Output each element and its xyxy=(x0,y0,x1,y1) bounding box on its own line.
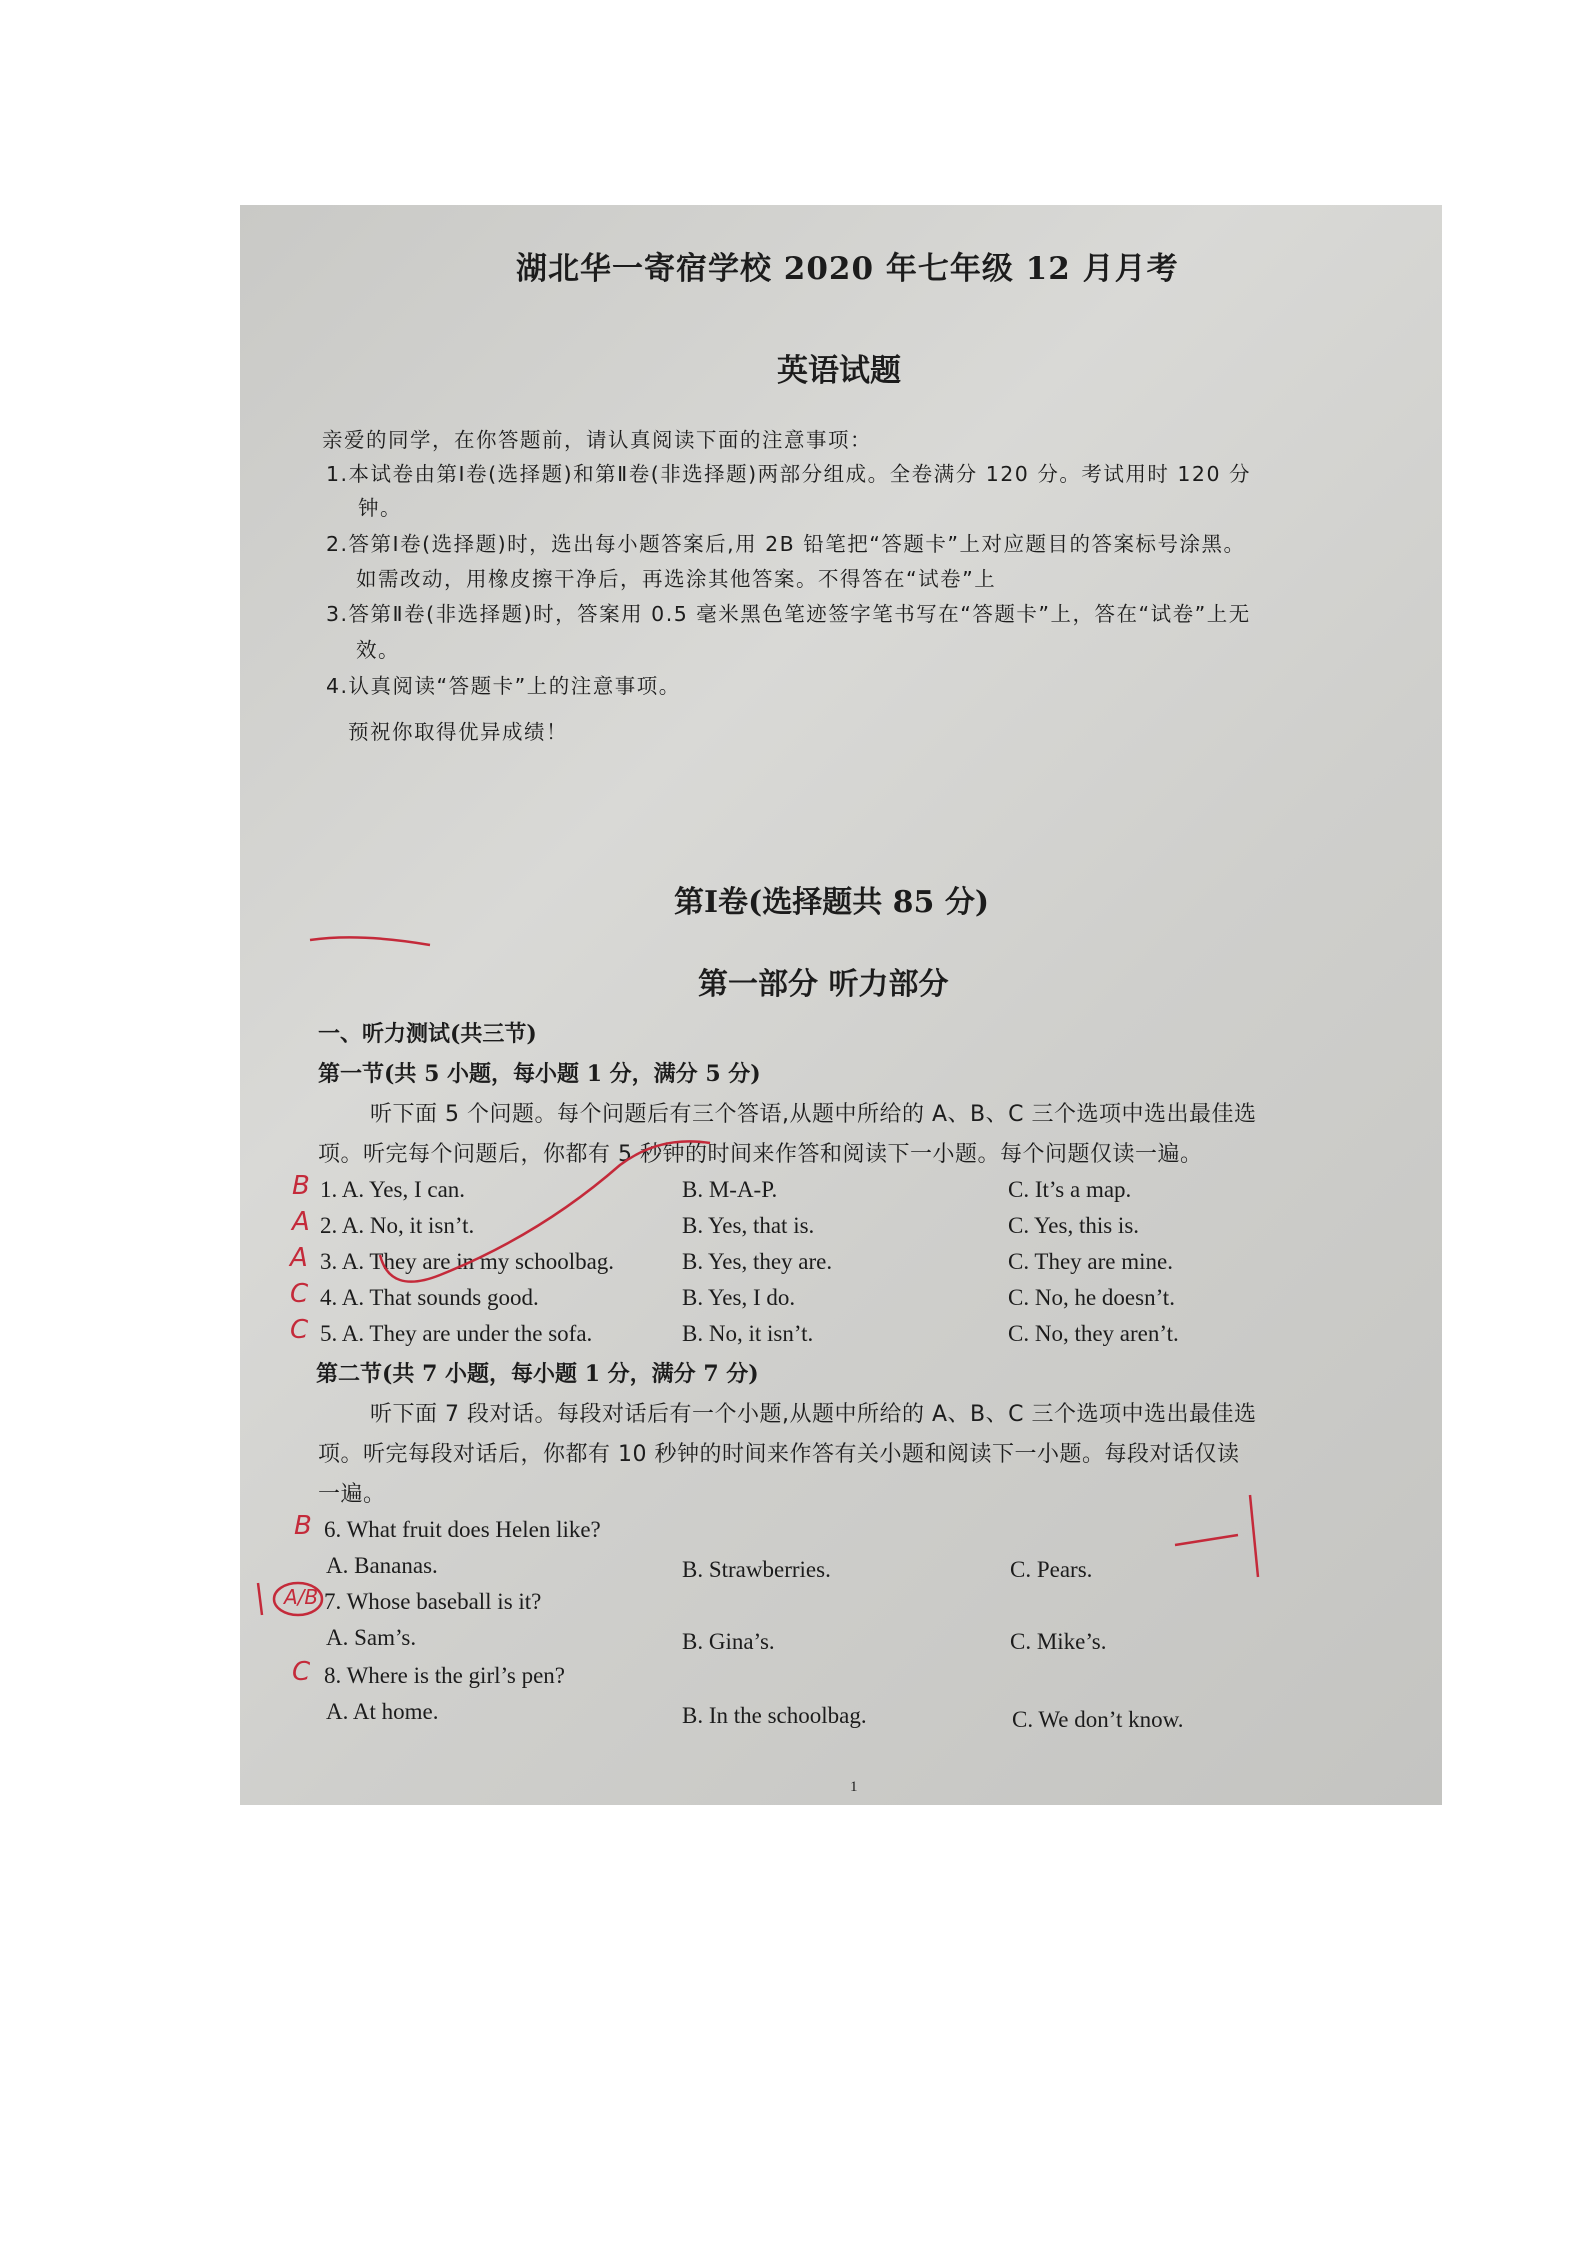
question-1-option-c: C. It’s a map. xyxy=(1008,1177,1132,1202)
ink-stroke-vertical xyxy=(1250,1495,1258,1577)
question-3-option-a: 3. A. They are in my schoolbag. xyxy=(320,1249,615,1274)
section2-instruction: 听下面 7 段对话。每段对话后有一个小题,从题中所给的 A、B、C 三个选项中选出最佳选 xyxy=(370,1402,1257,1427)
handwritten-answer-3: A xyxy=(290,1243,308,1273)
question-4-option-c: C. No, he doesn’t. xyxy=(1008,1285,1175,1310)
notice-intro: 亲爱的同学，在你答题前，请认真阅读下面的注意事项： xyxy=(322,428,872,452)
section2-instruction: 项。听完每段对话后，你都有 10 秒钟的时间来作答有关小题和阅读下一小题。每段对话仅读 xyxy=(318,1442,1240,1467)
question-8-stem: 8. Where is the girl’s pen? xyxy=(324,1663,566,1688)
notice-line: 4.认真阅读“答题卡”上的注意事项。 xyxy=(326,674,681,698)
ink-stroke-dash xyxy=(1175,1535,1238,1545)
volume-title: 第Ⅰ卷(选择题共 85 分) xyxy=(674,885,990,920)
section2-instruction: 一遍。 xyxy=(318,1482,386,1507)
question-5-option-b: B. No, it isn’t. xyxy=(682,1321,814,1346)
question-2-option-c: C. Yes, this is. xyxy=(1008,1213,1140,1238)
notice-wish: 预祝你取得优异成绩！ xyxy=(348,720,568,744)
section1-instruction: 听下面 5 个问题。每个问题后有三个答语,从题中所给的 A、B、C 三个选项中选出最佳选 xyxy=(370,1102,1257,1127)
question-2-option-b: B. Yes, that is. xyxy=(682,1213,815,1238)
handwritten-answer-7: A/B xyxy=(284,1585,319,1609)
notice-line: 钟。 xyxy=(358,496,402,520)
notice-line: 3.答第Ⅱ卷(非选择题)时，答案用 0.5 毫米黑色笔迹签字笔书写在“答题卡”上，答在“试卷”上无 xyxy=(326,602,1251,626)
question-4-option-a: 4. A. That sounds good. xyxy=(320,1285,539,1310)
question-4-option-b: B. Yes, I do. xyxy=(682,1285,796,1310)
notice-line: 效。 xyxy=(356,638,400,662)
ink-circle-q7 xyxy=(274,1583,322,1615)
question-6-option-a: A. Bananas. xyxy=(326,1553,438,1578)
question-2-option-a: 2. A. No, it isn’t. xyxy=(320,1213,475,1238)
red-ink-strokes xyxy=(240,205,1442,1805)
section2-heading: 第二节(共 7 小题，每小题 1 分，满分 7 分) xyxy=(316,1361,759,1387)
handwritten-answer-8: C xyxy=(292,1657,311,1687)
question-8-option-b: B. In the schoolbag. xyxy=(682,1703,867,1728)
question-7-option-c: C. Mike’s. xyxy=(1010,1629,1107,1654)
page-number: 1 xyxy=(850,1779,858,1795)
handwritten-answer-5: C xyxy=(290,1315,309,1345)
question-8-option-a: A. At home. xyxy=(326,1699,439,1724)
question-1-option-a: 1. A. Yes, I can. xyxy=(320,1177,466,1202)
section1-heading: 第一节(共 5 小题，每小题 1 分，满分 5 分) xyxy=(318,1061,761,1087)
exam-page-photo xyxy=(240,205,1442,1805)
handwritten-answer-2: A xyxy=(292,1207,310,1237)
notice-line: 1.本试卷由第Ⅰ卷(选择题)和第Ⅱ卷(非选择题)两部分组成。全卷满分 120 分。考试用时 120 分 xyxy=(326,462,1252,486)
question-6-stem: 6. What fruit does Helen like? xyxy=(324,1517,601,1542)
question-8-option-c: C. We don’t know. xyxy=(1012,1707,1184,1732)
notice-line: 如需改动，用橡皮擦干净后，再选涂其他答案。不得答在“试卷”上 xyxy=(356,567,997,591)
exam-subtitle: 英语试题 xyxy=(777,353,901,389)
handwritten-answer-4: C xyxy=(290,1279,309,1309)
question-7-stem: 7. Whose baseball is it? xyxy=(324,1589,542,1614)
section1-instruction: 项。听完每个问题后，你都有 5 秒钟的时间来作答和阅读下一小题。每个问题仅读一遍。 xyxy=(318,1142,1203,1167)
question-6-option-b: B. Strawberries. xyxy=(682,1557,831,1582)
handwritten-answer-6: B xyxy=(294,1511,312,1541)
question-7-option-b: B. Gina’s. xyxy=(682,1629,775,1654)
ink-stroke-bar xyxy=(258,1583,262,1615)
part-title: 第一部分 听力部分 xyxy=(698,967,949,1002)
question-6-option-c: C. Pears. xyxy=(1010,1557,1093,1582)
question-1-option-b: B. M-A-P. xyxy=(682,1177,778,1202)
exam-title: 湖北华一寄宿学校 2020 年七年级 12 月月考 xyxy=(516,251,1179,287)
question-7-option-a: A. Sam’s. xyxy=(326,1625,417,1650)
handwritten-answer-1: B xyxy=(292,1171,310,1201)
question-5-option-a: 5. A. They are under the sofa. xyxy=(320,1321,593,1346)
question-5-option-c: C. No, they aren’t. xyxy=(1008,1321,1179,1346)
question-3-option-b: B. Yes, they are. xyxy=(682,1249,833,1274)
question-3-option-c: C. They are mine. xyxy=(1008,1249,1173,1274)
notice-line: 2.答第Ⅰ卷(选择题)时，选出每小题答案后,用 2B 铅笔把“答题卡”上对应题目的答案标号涂黑。 xyxy=(326,532,1246,556)
ink-stroke-curve xyxy=(380,1141,710,1281)
listening-heading: 一、听力测试(共三节) xyxy=(318,1021,537,1047)
ink-stroke-margin xyxy=(310,937,430,945)
